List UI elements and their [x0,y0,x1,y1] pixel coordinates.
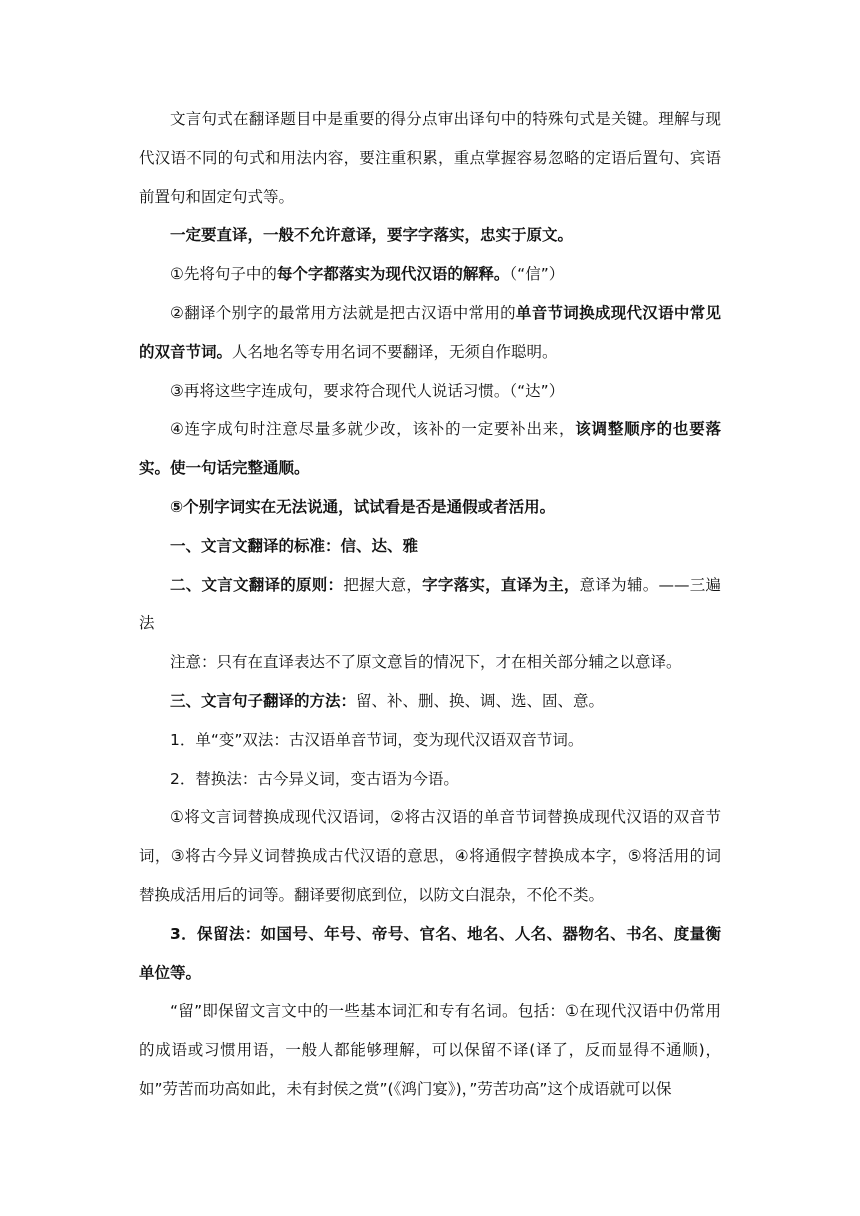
text-run: “留”即保留文言文中的一些基本词汇和专有名词。包括：①在现代汉语中仍常用的成语或习惯用语，一般人都能够理解，可以保留不译(译了，反而显得不通顺)，如”劳苦而功高如此，未有封侯之赏”(《鸿门宴》)，”劳苦功高”这个成语就可以保 [139,1002,721,1098]
paragraph [139,100,721,216]
paragraph [139,527,721,566]
text-run: ④连字成句时注意尽量多就少改，该补的一定要补出来， [170,420,576,439]
bold-text-run: 单音节词换成现代汉语中常见的双音节词。 [139,303,721,361]
bold-text-run: 3．保留法：如国号、年号、帝号、官名、地名、人名、器物名、书名、度量衡单位等。 [139,924,721,982]
paragraph [139,760,721,799]
text-run: 文言句式在翻译题目中是重要的得分点审出译句中的特殊句式是关键。理解与现代汉语不同的句式和用法内容，要注重积累，重点掌握容易忽略的定语后置句、宾语前置句和固定句式等。 [139,110,721,206]
text-run: （“信”） [509,265,565,284]
paragraph [139,488,721,527]
text-run: ③再将这些字连成句，要求符合现代人说话习惯。（“达”） [170,381,565,400]
bold-text-run: 该调整顺序的也要落实。使一句话完整通顺。 [139,420,721,478]
paragraph [139,721,721,760]
document-body [139,100,721,1109]
text-run: 注意：只有在直译表达不了原文意旨的情况下，才在相关部分辅之以意译。 [170,653,682,672]
text-run: ①将文言词替换成现代汉语词，②将古汉语的单音节词替换成现代汉语的双音节词，③将古今异义词替换成古代汉语的意思，④将通假字替换成本字，⑤将活用的词替换成活用后的词等。翻译要彻底到位，以防文白混杂，不伦不类。 [139,808,721,904]
paragraph [139,216,721,255]
bold-text-run: 二、文言文翻译的原则： [170,575,344,594]
text-run: 把握大意， [343,575,423,594]
bold-text-run: 一、文言文翻译的标准：信、达、雅 [170,536,419,555]
paragraph [139,682,721,721]
paragraph [139,294,721,372]
bold-text-run: ⑤个别字词实在无法说通，试试看是否是通假或者活用。 [170,497,556,516]
paragraph [139,255,721,294]
text-run: 人名地名等专用名词不要翻译，无须自作聪明。 [232,342,558,361]
bold-text-run: 字字落实，直译为主， [422,575,580,594]
bold-text-run: 三、文言句子翻译的方法： [170,691,357,710]
paragraph [139,798,721,914]
text-run: 意译为辅。——三遍法 [139,575,721,633]
paragraph [139,372,721,411]
text-run: 1．单“变”双法：古汉语单音节词，变为现代汉语双音节词。 [170,730,584,749]
paragraph [139,992,721,1108]
paragraph [139,410,721,488]
paragraph [139,643,721,682]
text-run: 2．替换法：古今异义词，变古语为今语。 [170,769,459,788]
bold-text-run: 一定要直译，一般不允许意译，要字字落实，忠实于原文。 [170,226,574,245]
text-run: ①先将句子中的 [170,265,277,284]
text-run: ②翻译个别字的最常用方法就是把古汉语中常用的 [170,303,516,322]
bold-text-run: 每个字都落实为现代汉语的解释。 [276,265,510,284]
paragraph [139,915,721,993]
paragraph [139,566,721,644]
text-run: 留、补、删、换、调、选、固、意。 [356,691,605,710]
